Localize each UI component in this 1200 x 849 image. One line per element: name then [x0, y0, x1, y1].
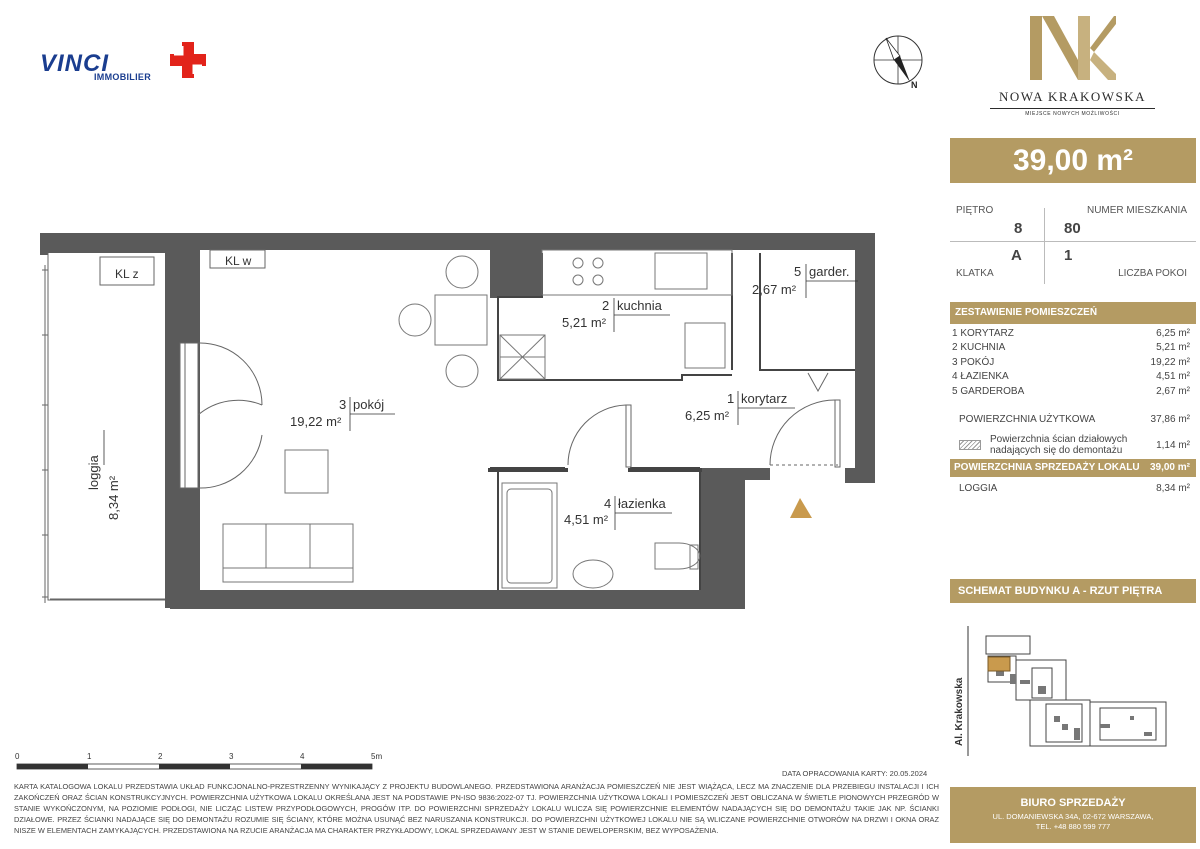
vinci-subtitle: IMMOBILIER — [94, 72, 151, 82]
loggia-name: loggia — [86, 455, 101, 490]
room2-number: 2 — [602, 298, 610, 313]
sales-office-address: UL. DOMANIEWSKA 34A, 02-672 WARSZAWA, — [992, 812, 1154, 821]
apartment-number-value: 80 — [1064, 220, 1081, 237]
sales-office-phone: TEL. +48 880 599 777 — [1035, 822, 1111, 831]
room-area: 5,21 m² — [1156, 342, 1190, 354]
sale-area-label: POWIERZCHNIA SPRZEDAŻY LOKALU — [954, 462, 1140, 473]
room1-name: korytarz — [741, 391, 788, 406]
scale-tick-label: 1 — [87, 752, 92, 761]
room-name: 5 GARDEROBA — [952, 385, 1025, 397]
nk-monogram-icon — [1028, 12, 1118, 84]
usable-area-value: 37,86 m² — [1150, 414, 1190, 425]
room1-area: 6,25 m² — [685, 408, 730, 423]
rooms-count-label: LICZBA POKOI — [1118, 268, 1187, 279]
vinci-logo — [40, 40, 200, 84]
scale-tick-label: 5m — [371, 752, 383, 761]
nk-divider — [990, 108, 1155, 109]
compass-north-label: N — [911, 80, 918, 90]
room4-name: łazienka — [618, 496, 666, 511]
room2-area: 5,21 m² — [562, 315, 607, 330]
total-area-badge: 39,00 m² — [950, 138, 1196, 183]
room-row — [950, 341, 1196, 355]
room-kitchen-top — [542, 250, 732, 300]
room2-name: kuchnia — [617, 298, 662, 313]
room1-number: 1 — [727, 391, 735, 406]
highlighted-apartment-marker — [988, 657, 1010, 671]
vinci-wordmark: VINCI — [40, 50, 110, 77]
scale-bar — [10, 750, 390, 780]
nk-tagline: MIEJSCE NOWYCH MOŻLIWOŚCI — [1025, 111, 1120, 117]
loggia-area: 8,34 m² — [106, 475, 121, 520]
sales-office-box — [950, 787, 1196, 843]
card-date: DATA OPRACOWANIA KARTY: 20.05.2024 — [782, 769, 928, 778]
sale-area-value: 39,00 m² — [1149, 462, 1190, 473]
sale-area-row — [950, 459, 1196, 477]
room-name: 3 POKÓJ — [952, 356, 995, 368]
room-area: 19,22 m² — [1150, 356, 1190, 368]
info-divider — [950, 241, 1196, 242]
room4-area: 4,51 m² — [564, 512, 609, 527]
loggia-value: 8,34 m² — [1156, 483, 1190, 494]
usable-area-label: POWIERZCHNIA UŻYTKOWA — [959, 414, 1096, 425]
removable-walls-row — [950, 433, 1196, 459]
info-divider-vertical — [1044, 208, 1045, 284]
scale-tick-label: 4 — [300, 752, 305, 761]
hatch-legend-icon — [959, 440, 981, 450]
removable-walls-label: Powierzchnia ścian działowych nadających się do demontażu — [990, 434, 1128, 456]
stair-value: A — [1011, 247, 1022, 264]
wall-bath-east — [700, 468, 745, 608]
room-name: 4 ŁAZIENKA — [952, 371, 1009, 383]
wall-corridor-south — [745, 468, 770, 480]
building-schema-map — [950, 620, 1196, 760]
floor-value: 8 — [1014, 220, 1023, 237]
nk-name: NOWA KRAKOWSKA — [998, 89, 1147, 104]
kl-z-label: KL z — [115, 267, 139, 281]
room-area: 4,51 m² — [1156, 371, 1190, 383]
apartment-number-label: NUMER MIESZKANIA — [1086, 205, 1187, 216]
room-row — [950, 370, 1196, 384]
removable-walls-value: 1,14 m² — [1156, 440, 1190, 451]
building-schema-header: SCHEMAT BUDYNKU A - RZUT PIĘTRA — [950, 579, 1196, 603]
scale-tick-label: 0 — [15, 752, 20, 761]
room-living — [200, 250, 490, 590]
wall-shaft — [490, 253, 542, 298]
street-name: Al. Krakowska — [954, 677, 965, 746]
room3-name: pokój — [353, 397, 385, 412]
room3-number: 3 — [339, 397, 347, 412]
wall-south — [170, 589, 745, 609]
scale-tick-label: 3 — [229, 752, 234, 761]
street-label-graphic — [940, 650, 980, 750]
wall-loggia-north-stub — [40, 233, 48, 255]
loggia-row — [950, 481, 1196, 497]
rooms-table-header: ZESTAWIENIE POMIESZCZEŃ — [950, 302, 1196, 324]
room5-area: 2,67 m² — [752, 282, 797, 297]
floor-plan — [0, 225, 900, 625]
vinci-cross-icon — [168, 40, 208, 80]
room-area: 2,67 m² — [1156, 385, 1190, 397]
sales-office-title: BIURO SPRZEDAŻY — [1020, 797, 1126, 809]
loggia-area — [48, 253, 165, 608]
compass-icon — [870, 34, 926, 90]
scale-tick-label: 2 — [158, 752, 163, 761]
room3-area: 19,22 m² — [290, 414, 342, 429]
room5-number: 5 — [794, 264, 802, 279]
rooms-table — [950, 327, 1196, 399]
room5-name: garder. — [809, 264, 850, 279]
room4-number: 4 — [604, 496, 612, 511]
entrance-marker — [790, 498, 812, 518]
loggia-label: LOGGIA — [959, 483, 998, 494]
room-row — [950, 356, 1196, 370]
kl-w-label: KL w — [225, 254, 252, 268]
floor-label: PIĘTRO — [956, 205, 994, 216]
room-name: 1 KORYTARZ — [952, 328, 1014, 339]
usable-area-row — [950, 412, 1196, 428]
room-row — [950, 327, 1196, 341]
room-name: 2 KUCHNIA — [952, 342, 1006, 354]
room-row — [950, 385, 1196, 399]
rooms-count-value: 1 — [1064, 247, 1073, 264]
nowa-krakowska-logo — [985, 12, 1160, 122]
room-bathroom — [490, 468, 700, 590]
disclaimer-text: KARTA KATALOGOWA LOKALU PRZEDSTAWIA UKŁAD FUNKCJONALNO-PRZESTRZENNY WYNIKAJĄCY Z PROJEKTU BUDOWLANEGO. PRZEDSTAWIONA ARANŻACJA POMIESZCZEŃ NIE JEST WIĄŻĄCA, LECZ MA ZNACZENIE DLA PRZEBIEGU INSTALACJI I ICH ZAKOŃCZEŃ ORAZ ŚCIAN KONSTRUKCYJNYCH. POWIERZCHNIA UŻYTKOWA LOKALU OKREŚLANA JEST NA PODSTAWIE PN-ISO 9836:2022-07 TJ. POWIERZCHNIA UŻYTKOWA LOKALI I POMIESZCZEŃ JEST OBLICZANA W ŚWIETLE PIONOWYCH PRZEGRÓD W STANIE WYKOŃCZONYM, NA POZIOMIE PODŁOGI, NIE LICZĄC LISTEW PRZYPODŁOGOWYCH, PROGÓW ITP. DO POWIERZCHNI SPRZEDAŻY LOKALU WLICZA SIĘ POWIERZCHNIE ELEMENTÓW NADAJĄCYCH SIĘ DO DEMONTAŻU TAKIE JAK NP. ŚCIANKI DZIAŁOWE. PRZEZ ŚCIANKI NADAJĄCE SIĘ DO DEMONTAŻU ROZUMIE SIĘ ŚCIANY, KTÓRE MOŻNA USUNĄĆ BEZ NARUSZANIA KONSTRUKCJI. DO POWIERZCHNI UŻYTKOWEJ LOKALU NIE SĄ WLICZANE POWIERZCHNIE OTWORÓW NA DRZWI I OKNA ORAZ NISZE W ELEMENTACH ZAMYKAJĄCYCH. PRZEDSTAWIONA NA RZUCIE ARANŻACJA MA CHARAKTER PRZYKŁADOWY, LOKAL SPRZEDAWANY JEST W STANIE DEWELOPERSKIM, BEZ WYPOSAŻENIA. — [14, 782, 939, 835]
stair-label: KLATKA — [956, 268, 994, 279]
room-area: 6,25 m² — [1156, 328, 1190, 339]
apartment-info — [950, 200, 1196, 292]
